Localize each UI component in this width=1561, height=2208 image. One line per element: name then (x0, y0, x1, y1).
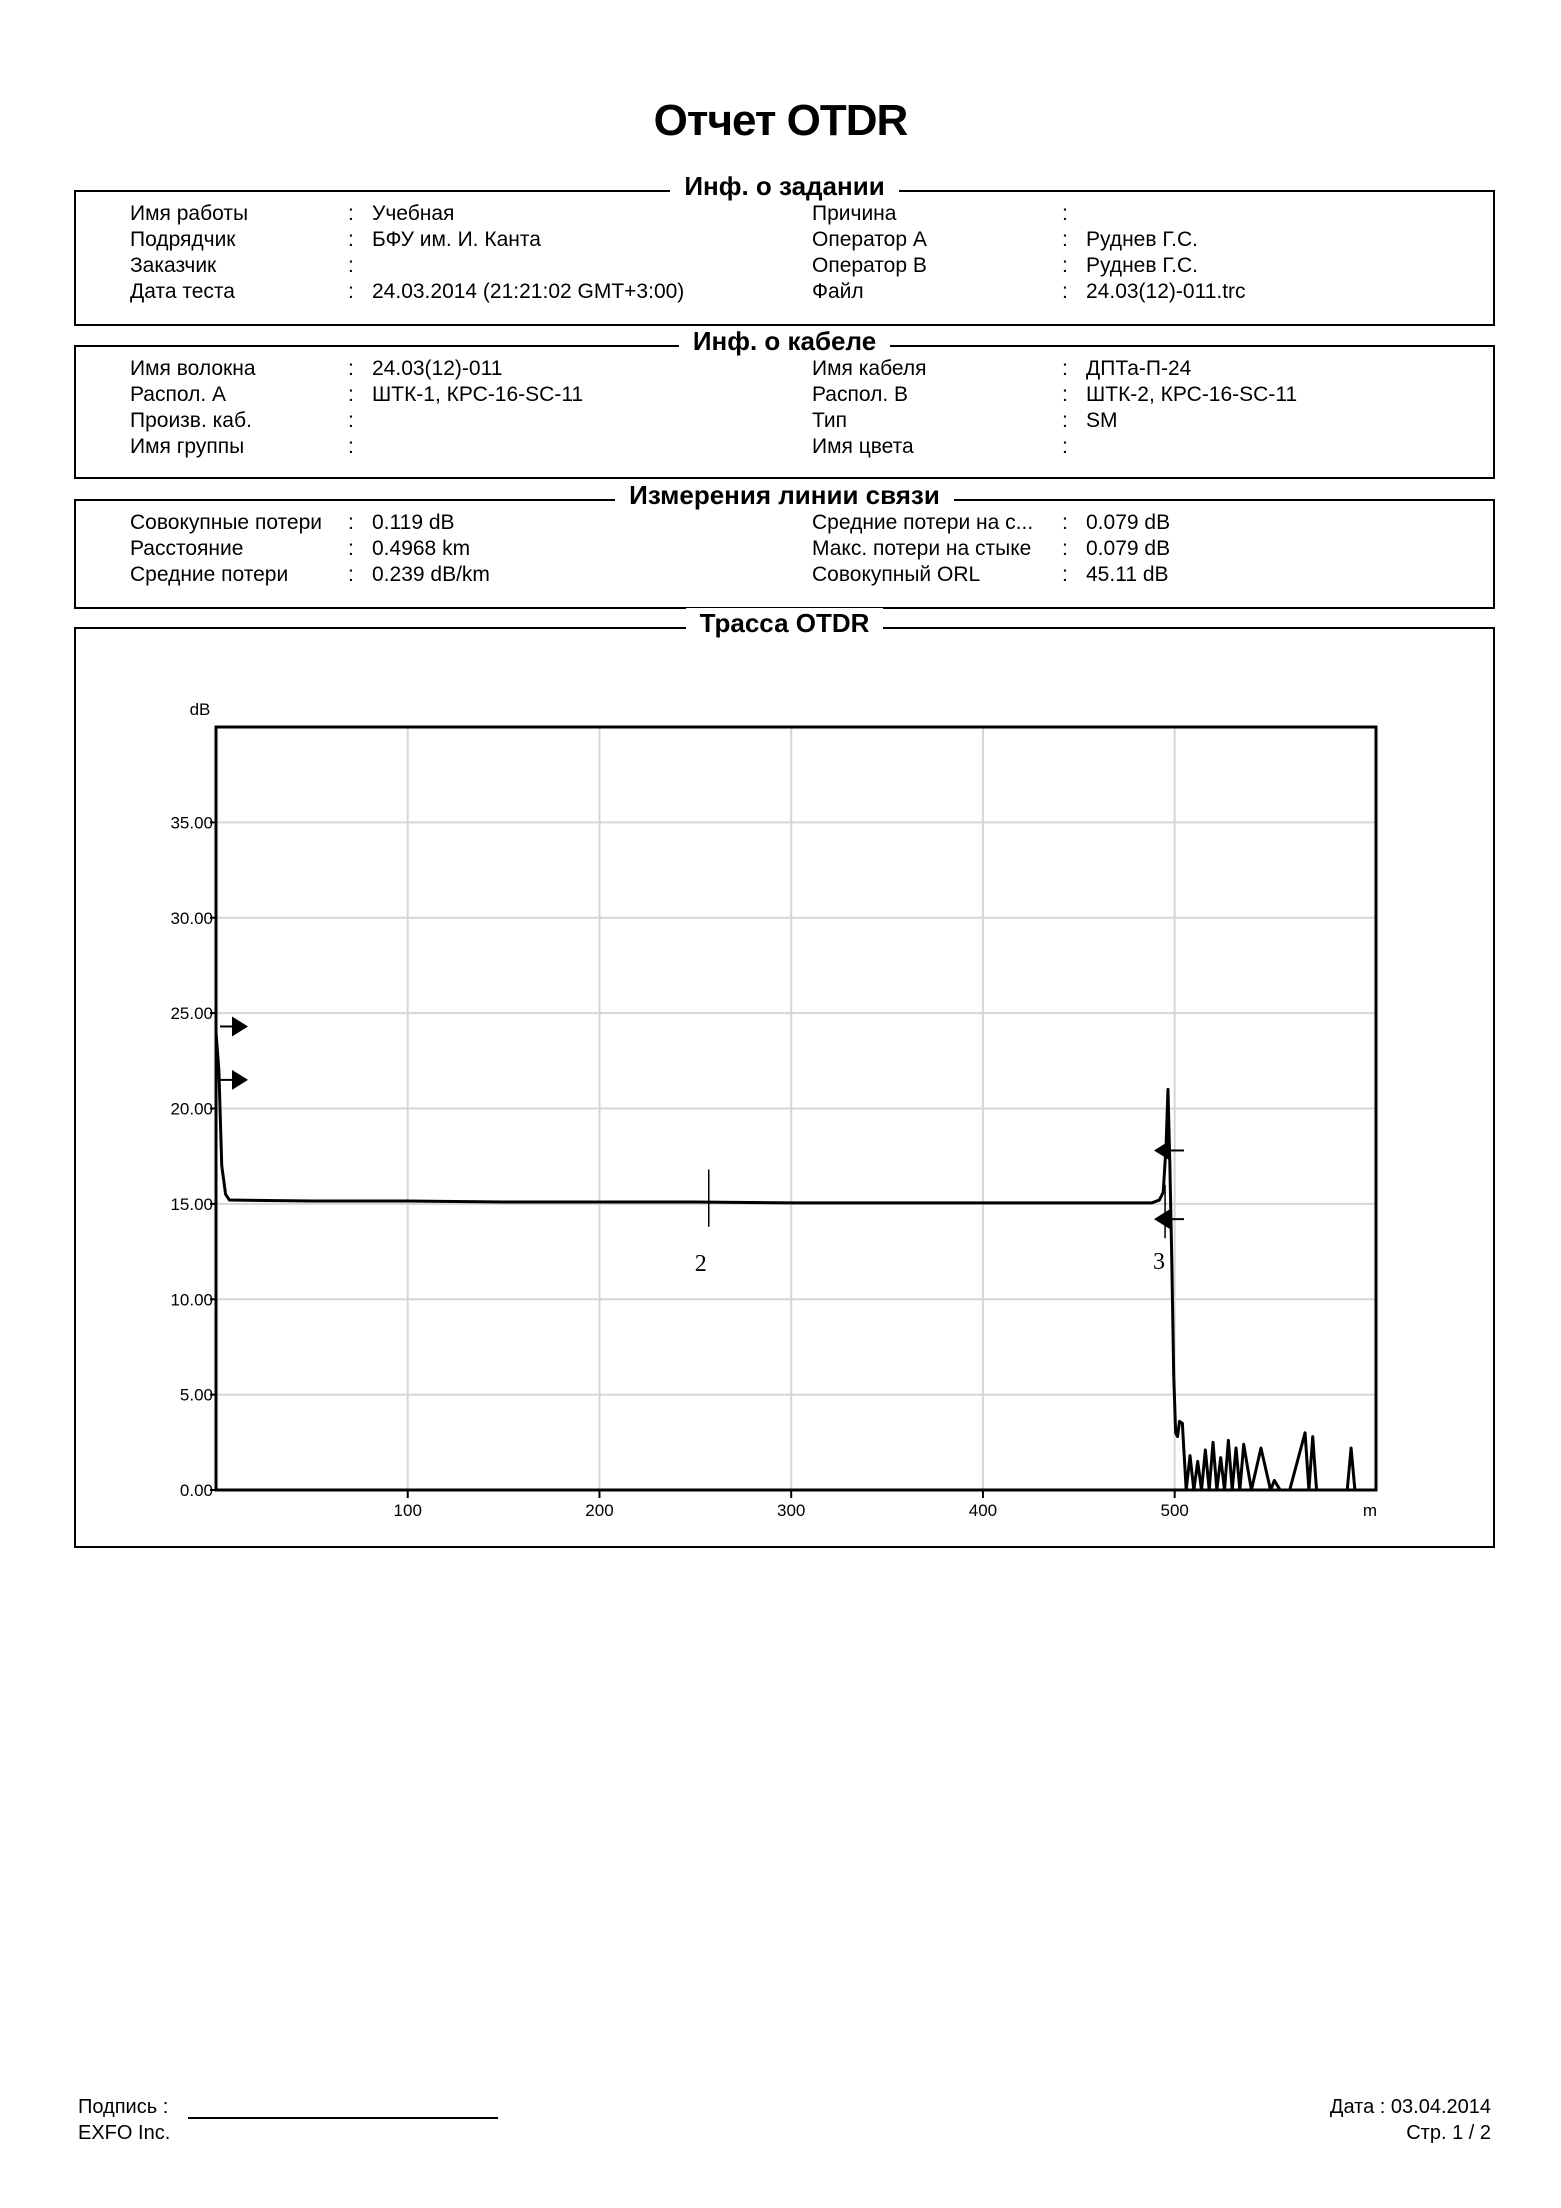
separator-colon: : (348, 280, 354, 303)
job-info-value: 24.03(12)-011.trc (1086, 280, 1246, 303)
job-info-value: Учебная (372, 202, 455, 225)
signature-block: Подпись : (78, 2096, 498, 2119)
link-measurements-value: 0.119 dB (372, 511, 455, 534)
link-measurements-label: Средние потери на с... (812, 511, 1034, 534)
job-info-label: Оператор A (812, 228, 927, 251)
link-measurements-value: 0.079 dB (1086, 511, 1171, 534)
job-info-value: Руднев Г.С. (1086, 228, 1198, 251)
separator-colon: : (348, 228, 354, 251)
job-info-label: Оператор B (812, 254, 927, 277)
separator-colon: : (1062, 511, 1068, 534)
separator-colon: : (348, 383, 354, 406)
y-tick-label: 30.00 (170, 908, 213, 928)
x-tick-label: 200 (585, 1501, 614, 1520)
x-tick-label: 500 (1160, 1501, 1189, 1520)
signature-line (188, 2097, 498, 2119)
y-tick-label: 20.00 (170, 1099, 213, 1119)
separator-colon: : (348, 511, 354, 534)
cable-info-label: Распол. A (130, 383, 227, 406)
x-tick-label: 400 (968, 1501, 998, 1520)
cable-info-value: ШТК-2, КРС-16-SC-11 (1086, 383, 1298, 406)
report-date: Дата : 03.04.2014 (1329, 2096, 1491, 2118)
y-tick-label: 10.00 (170, 1290, 213, 1310)
separator-colon: : (1062, 357, 1068, 380)
link-measurements-heading: Измерения линии связи (615, 480, 954, 510)
page-number: Стр. 1 / 2 (1406, 2122, 1491, 2144)
trace-heading: Трасса OTDR (686, 608, 884, 638)
x-axis-label: m (1362, 1501, 1378, 1520)
separator-colon: : (348, 537, 354, 560)
separator-colon: : (348, 357, 354, 380)
event-label: 2 (694, 1250, 707, 1277)
y-tick-label: 25.00 (170, 1004, 213, 1024)
link-measurements-label: Совокупный ORL (812, 563, 981, 586)
job-info-value: Руднев Г.С. (1086, 254, 1198, 277)
x-tick-label: 300 (777, 1501, 806, 1520)
job-info-label: Заказчик (130, 254, 217, 277)
job-info-box (74, 171, 1495, 326)
separator-colon: : (348, 202, 354, 225)
link-measurements-value: 0.239 dB/km (372, 563, 490, 586)
separator-colon: : (1062, 202, 1068, 225)
cable-info-value: SM (1086, 409, 1118, 432)
separator-colon: : (1062, 435, 1068, 458)
link-measurements-value: 0.4968 km (372, 537, 471, 560)
cable-info-label: Имя кабеля (812, 357, 927, 380)
cable-info-label: Тип (812, 409, 848, 432)
job-info-label: Дата теста (130, 280, 235, 303)
cable-info-value: 24.03(12)-011 (372, 357, 503, 380)
trace-box (74, 608, 1495, 1548)
separator-colon: : (1062, 254, 1068, 277)
cable-info-label: Произв. каб. (130, 409, 252, 432)
separator-colon: : (1062, 537, 1068, 560)
cable-info-label: Имя волокна (130, 357, 256, 380)
job-info-label: Причина (812, 202, 897, 225)
separator-colon: : (348, 563, 354, 586)
job-info-label: Имя работы (130, 202, 249, 225)
cable-info-label: Имя цвета (812, 435, 914, 458)
y-tick-label: 0.00 (179, 1481, 213, 1500)
cable-info-box (74, 326, 1495, 479)
separator-colon: : (1062, 280, 1068, 303)
cable-info-label: Распол. B (812, 383, 909, 406)
cable-info-value: ДПТа-П-24 (1086, 357, 1192, 380)
report-title: Отчет OTDR (653, 96, 908, 145)
job-info-heading: Инф. о задании (670, 171, 898, 201)
signature-label: Подпись (78, 2096, 158, 2118)
job-info-value: 24.03.2014 (21:21:02 GMT+3:00) (372, 280, 685, 303)
link-measurements-label: Средние потери (130, 563, 289, 586)
y-axis-label: dB (189, 700, 211, 719)
separator-colon: : (1062, 563, 1068, 586)
link-measurements-label: Расстояние (130, 537, 244, 560)
link-measurements-value: 45.11 dB (1086, 563, 1169, 586)
job-info-label: Файл (812, 280, 864, 303)
y-tick-label: 15.00 (170, 1194, 213, 1214)
link-measurements-label: Совокупные потери (130, 511, 323, 534)
company-name: EXFO Inc. (78, 2122, 171, 2144)
job-info-label: Подрядчик (130, 228, 236, 251)
cable-info-label: Имя группы (130, 435, 245, 458)
separator-colon: : (348, 435, 354, 458)
separator-colon: : (348, 254, 354, 277)
y-tick-label: 35.00 (170, 813, 213, 833)
y-tick-label: 5.00 (179, 1385, 213, 1405)
event-label: 3 (1153, 1249, 1166, 1276)
cable-info-heading: Инф. о кабеле (679, 326, 890, 356)
link-measurements-value: 0.079 dB (1086, 537, 1171, 560)
x-tick-label: 100 (393, 1501, 422, 1520)
separator-colon: : (1062, 383, 1068, 406)
separator-colon: : (1062, 409, 1068, 432)
link-measurements-label: Макс. потери на стыке (812, 537, 1032, 560)
separator-colon: : (348, 409, 354, 432)
job-info-value: БФУ им. И. Канта (372, 228, 541, 251)
cable-info-value: ШТК-1, КРС-16-SC-11 (372, 383, 584, 406)
separator-colon: : (1062, 228, 1068, 251)
